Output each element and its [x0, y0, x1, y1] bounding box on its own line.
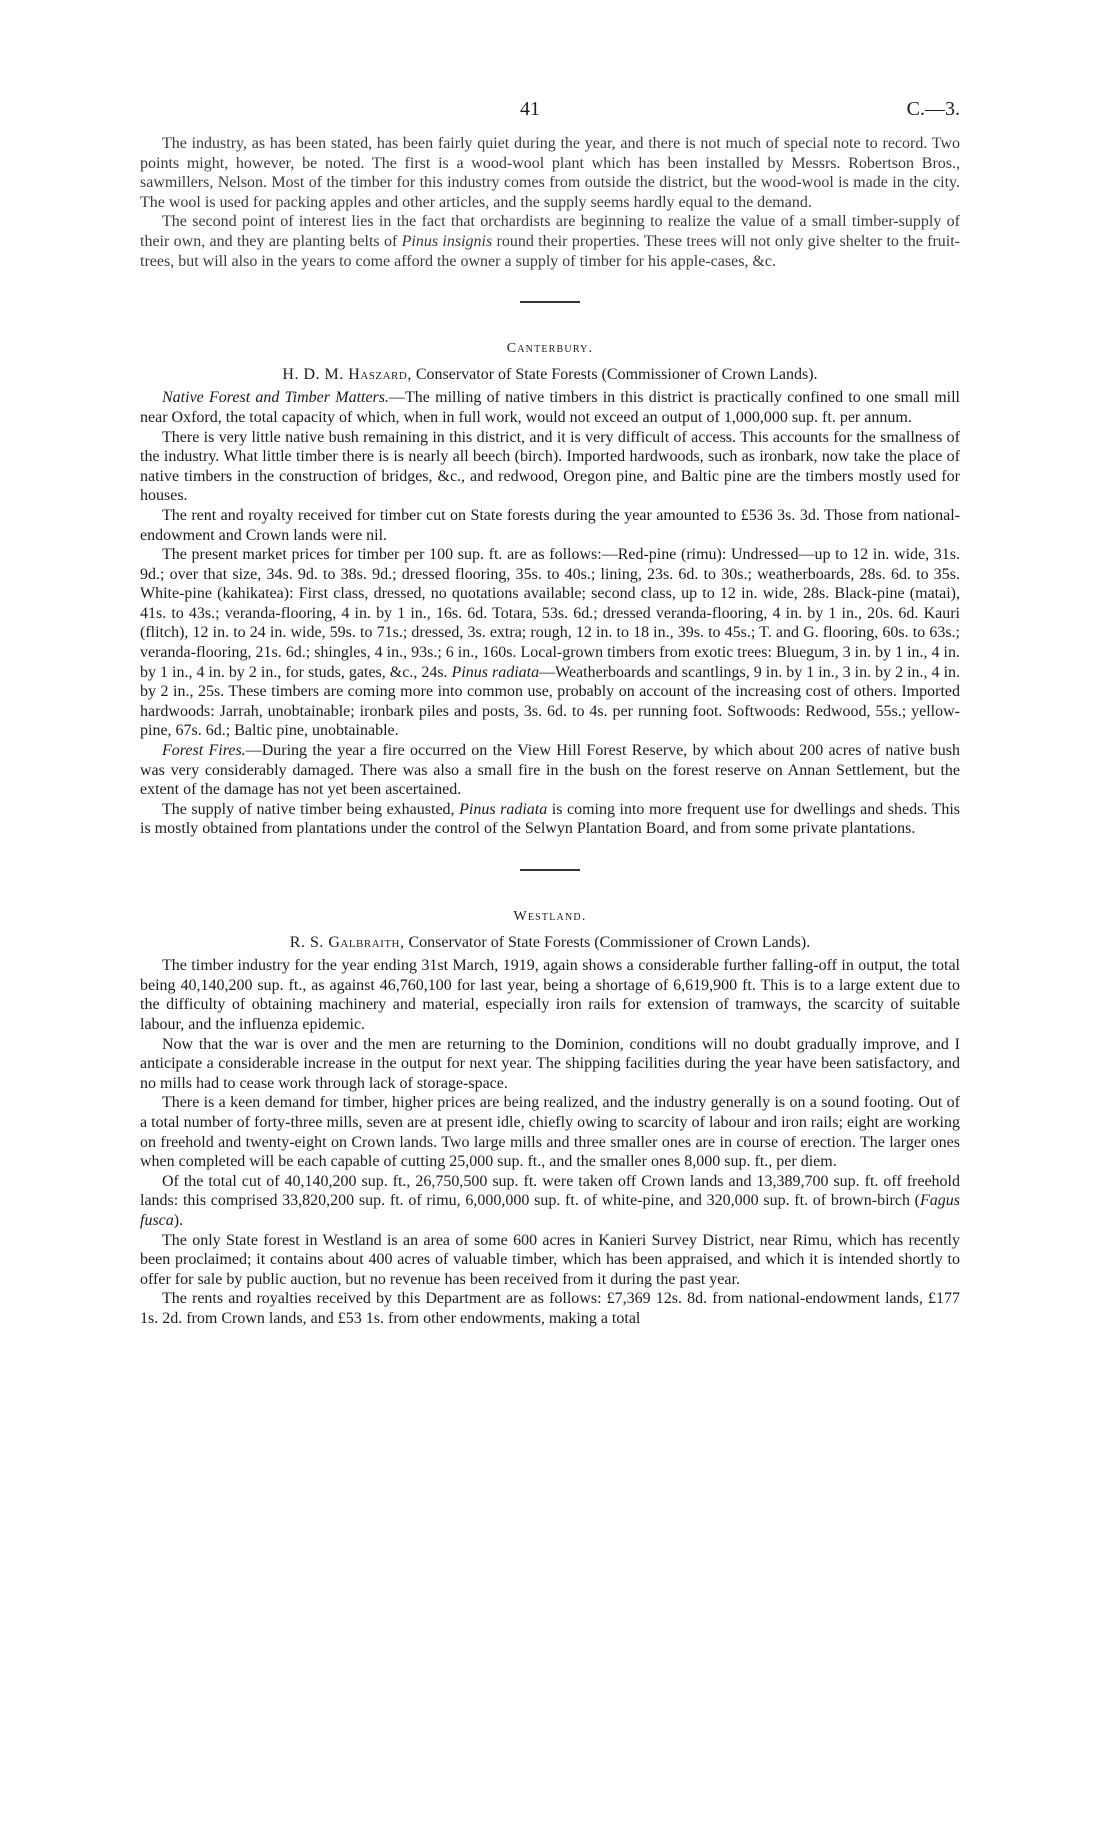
- section-heading: Canterbury.: [506, 341, 594, 357]
- paragraph: Of the total cut of 40,140,200 sup. ft., 26,750,500 sup. ft. were taken off Crown lands and 13,389,700 sup. ft. off freehold lands: this comprised 33,820,200 sup. ft. of rimu, 6,000,000 sup. ft. of white-pine, and 320,000 sup. ft. of brown-birch (Fagus fusca).: [140, 1172, 960, 1229]
- section-divider: [520, 869, 580, 871]
- paragraph: The supply of native timber being exhausted, Pinus radiata is coming into more frequent use for dwellings and sheds. This is mostly obtained from plantations under the control of the Selwyn Plantation Board, and from some private plantations.: [140, 800, 961, 838]
- westland-section: [140, 907, 960, 1328]
- paragraph: There is very little native bush remaining in this district, and it is very difficult of access. This accounts for the smallness of the industry. What little timber there is is nearly all beech (birch). Imported hardwoods, such as ironbark, now take the place of native timbers in the construction of bridges, &c., and redwood, Oregon pine, and Baltic pine are the timbers mostly used for houses.: [140, 428, 960, 505]
- paragraph: There is a keen demand for timber, higher prices are being realized, and the industry generally is on a sound footing. Out of a total number of forty-three mills, seven are at present idle, chiefly owing to scarcity of labour and iron rails; eight are working on freehold and twenty-eight on Crown lands. Two large mills and three smaller ones are in course of erection. The larger ones when completed will be each capable of cutting 25,000 sup. ft., and the smaller ones 8,000 sup. ft., per diem.: [140, 1094, 960, 1171]
- document-page: [140, 100, 960, 1328]
- canterbury-section: [140, 339, 960, 839]
- document-reference: C.—3.: [906, 98, 960, 120]
- intro-section: [140, 134, 960, 271]
- paragraph: Forest Fires.—During the year a fire occurred on the View Hill Forest Reserve, by which about 200 acres of native bush was very considerably damaged. There was also a small fire in the bush on the forest reserve on Annan Settlement, but the extent of the damage has not yet been ascertained.: [140, 742, 961, 799]
- paragraph: Now that the war is over and the men are returning to the Dominion, conditions will no doubt gradually improve, and I anticipate a considerable increase in the output for next year. The shipping facilities during the year have been satisfactory, and no mills had to cease work through lack of storage-space.: [140, 1035, 960, 1092]
- paragraph: The present market prices for timber per 100 sup. ft. are as follows:—Red-pine (rimu): Undressed—up to 12 in. wide, 31s. 9d.; over that size, 34s. 9d. to 38s. 9d.; dressed flooring, 35s. to 40s.; lining, 23s. 6d. to 30s.; weatherboards, 28s. 6d. to 35s. White-pine (kahikatea): First class, dressed, no quotations available; second class, up to 12 in. wide, 28s. Black-pine (matai), 41s. to 43s.; veranda-flooring, 4 in. by 1 in., 16s. 6d. Totara, 53s. 6d.; dressed veranda-flooring, 4 in. by 1 in., 20s. 6d. Kauri (flitch), 12 in. to 24 in. wide, 59s. to 71s.; dressed, 3s. extra; rough, 12 in. to 18 in., 39s. to 45s.; T. and G. flooring, 60s. to 63s.; veranda-flooring, 21s. 6d.; shingles, 4 in., 93s.; 6 in., 160s. Local-grown timbers from exotic trees: Bluegum, 3 in. by 1 in., 4 in. by 1 in., 4 in. by 2 in., for studs, gates, &c., 24s. Pinus radiata—Weatherboards and scantlings, 9 in. by 1 in., 3 in. by 2 in., 4 in. by 2 in., 25s. These timbers are coming more into common use, probably on account of the increasing cost of others. Imported hardwoods: Jarrah, unobtainable; ironbark piles and posts, 3s. 6d. to 4s. per running foot. Softwoods: Redwood, 55s.; yellow-pine, 67s. 6d.; Baltic pine, unobtainable.: [140, 546, 961, 740]
- paragraph: The rents and royalties received by this Department are as follows: £7,369 12s. 8d. from national-endowment lands, £177 1s. 2d. from Crown lands, and £53 1s. from other endowments, making a total: [140, 1290, 960, 1327]
- paragraph: The second point of interest lies in the fact that orchardists are beginning to realize the value of a small timber-supply of their own, and they are planting belts of Pinus insignis round their properties. These trees will not only give shelter to the fruit-trees, but will also in the years to come afford the owner a supply of timber for his apple-cases, &c.: [140, 213, 960, 270]
- paragraph: The rent and royalty received for timber cut on State forests during the year amounted to £536 3s. 3d. Those from national-endowment and Crown lands were nil.: [140, 506, 960, 544]
- page-header: [140, 100, 960, 134]
- paragraph: The timber industry for the year ending 31st March, 1919, again shows a considerable further falling-off in output, the total being 40,140,200 sup. ft., as against 46,760,100 for last year, being a shortage of 6,619,900 ft. This is to a large extent due to the difficulty of obtaining machinery and material, especially iron rails for extension of tramways, the scarcity of suitable labour, and the influenza epidemic.: [140, 957, 960, 1033]
- paragraph: Native Forest and Timber Matters.—The milling of native timbers in this district is practically confined to one small mill near Oxford, the total capacity of which, when in full work, would not exceed an output of 1,000,000 sup. ft. per annum.: [140, 389, 961, 426]
- page-number: 41: [520, 98, 540, 120]
- section-heading: Westland.: [513, 909, 587, 924]
- byline: R. S. Galbraith, Conservator of State Forests (Commissioner of Crown Lands).: [289, 933, 811, 951]
- paragraph: The industry, as has been stated, has been fairly quiet during the year, and there is not much of special note to record. Two points might, however, be noted. The first is a wood-wool plant which has been installed by Messrs. Robertson Bros., sawmillers, Nelson. Most of the timber for this industry comes from outside the district, but the wood-wool is made in the city. The wool is used for packing apples and other articles, and the supply seems hardly equal to the demand.: [140, 135, 960, 211]
- byline: H. D. M. Haszard, Conservator of State Forests (Commissioner of Crown Lands).: [282, 365, 818, 383]
- paragraph: The only State forest in Westland is an area of some 600 acres in Kanieri Survey District, near Rimu, which has recently been proclaimed; it contains about 400 acres of valuable timber, which has been appraised, and which it is intended shortly to offer for sale by public auction, but no revenue has been received from it during the past year.: [140, 1231, 960, 1288]
- section-divider: [520, 301, 580, 303]
